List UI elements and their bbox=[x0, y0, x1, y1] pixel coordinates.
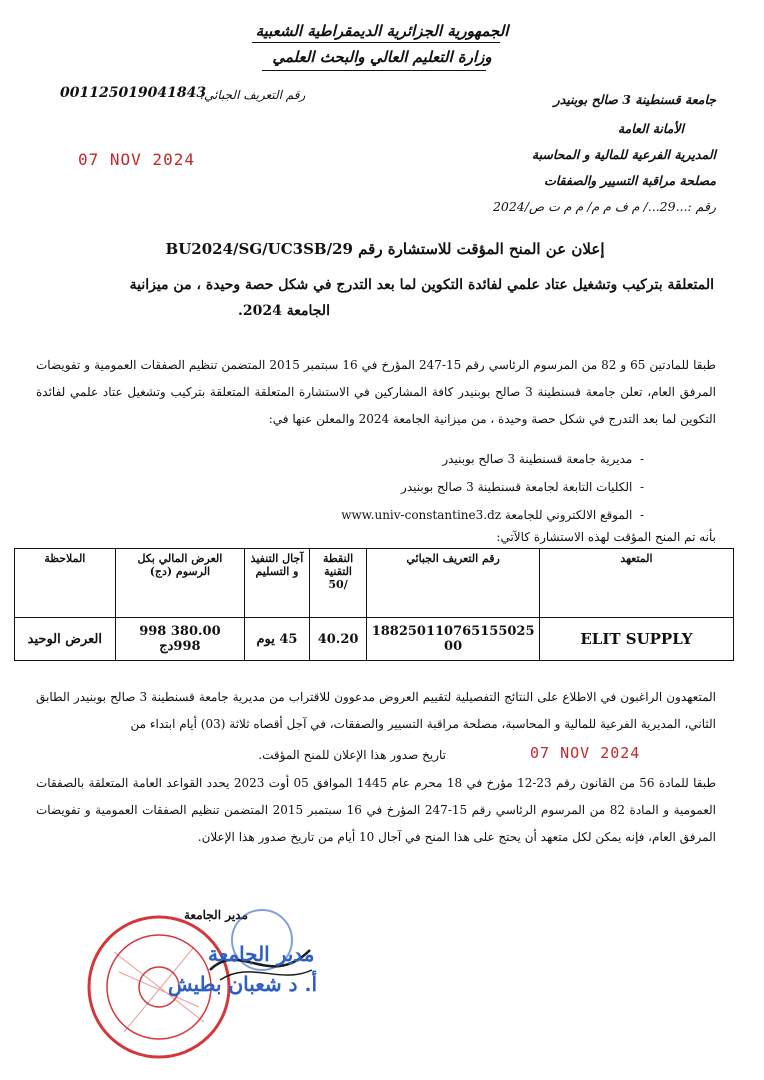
announcement-title: إعلان عن المنح المؤقت للاستشارة رقم BU2024/SG/UC3SB/29 bbox=[165, 240, 605, 258]
consultation-paragraph-end: تاريخ صدور هذا الإعلان للمنح المؤقت. bbox=[258, 748, 446, 762]
signature-role-handwritten: مدير الجامعة bbox=[208, 942, 315, 966]
publication-item-label: الكليات التابعة لجامعة قسنطينة 3 صالح بوبنيدر bbox=[401, 480, 633, 494]
table-header-row bbox=[15, 549, 734, 618]
bullet: - bbox=[632, 452, 644, 466]
cell-delivery-time: 45 يوم bbox=[245, 618, 310, 661]
col-header-remark: الملاحظة bbox=[15, 549, 116, 618]
cell-financial-offer: 380.00 998 998دج bbox=[115, 618, 244, 661]
signatory-title: مدير الجامعة bbox=[184, 908, 248, 922]
cell-tax-id: 188250110765155025​00 bbox=[367, 618, 540, 661]
tax-id-label: رقم التعريف الجبائي: bbox=[200, 88, 306, 102]
header-underline bbox=[252, 42, 500, 43]
subject-line-1: المتعلقة بتركيب وتشغيل عتاد علمي لفائدة التكوين لما بعد التدرج في شكل حصة وحيدة ، من ميزانية bbox=[129, 277, 714, 293]
date-stamp-inline: 07 NOV 2024 bbox=[530, 744, 641, 762]
publication-item bbox=[341, 508, 644, 522]
republic-heading: الجمهورية الجزائرية الديمقراطية الشعبية bbox=[255, 22, 509, 40]
university-name: جامعة قسنطينة 3 صالح بوبنيدر bbox=[553, 92, 716, 107]
reference-number: رقم :...29.../ م ف م م/ م م ت ص/2024 bbox=[492, 199, 716, 214]
award-table bbox=[14, 548, 734, 661]
col-header-delivery-time: آجال التنفيذ و التسليم bbox=[245, 549, 310, 618]
cell-bidder: ELIT SUPPLY bbox=[539, 618, 733, 661]
general-secretariat: الأمانة العامة bbox=[617, 121, 684, 136]
publication-item-label: مديرية جامعة قسنطينة 3 صالح بوبنيدر bbox=[442, 452, 633, 466]
bullet: - bbox=[632, 508, 644, 522]
ministry-heading: وزارة التعليم العالي والبحث العلمي bbox=[272, 48, 492, 66]
tax-id-value: 001125019041843 bbox=[60, 85, 207, 101]
control-service: مصلحة مراقبة التسيير والصفقات bbox=[543, 173, 716, 188]
appeal-paragraph: طبقا للمادة 56 من القانون رقم 23-12 مؤرخ في 18 محرم عام 1445 الموافق 05 أوت 2023 يحدد القواعد العامة المتعلقة بالصفقات العمومية و المادة 82 من المرسوم الرئاسي رقم 15-247 المؤرخ في 16 سبتمبر 2015 المتضمن تنظيم الصفقات العمومية و تفويضات المرفق العام، فإنه يمكن لكل متعهد أن يحتج على هذا المنح في آجال 10 أيام من تاريخ صدور هذا الإعلان. bbox=[36, 776, 717, 844]
table-row bbox=[15, 618, 734, 661]
table-intro: بأنه تم المنح المؤقت لهذه الاستشارة كالآتي: bbox=[496, 530, 716, 544]
publication-item-label: الموقع الالكتروني للجامعة www.univ-constantine3.dz bbox=[341, 508, 633, 522]
signature-name-handwritten: أ. د شعبان بطيش bbox=[168, 972, 318, 996]
intro-paragraph: طبقا للمادتين 65 و 82 من المرسوم الرئاسي رقم 15-247 المؤرخ في 16 سبتمبر 2015 المتضمن تنظيم الصفقات العمومية و تفويضات المرفق العام، تعلن جامعة قسنطينة 3 صالح بوبنيدر كافة المشاركين في الاستشارة المتعلقة المتعلقة بتركيب وتشغيل عتاد علمي لفائدة التكوين لما بعد التدرج في شكل حصة وحيدة ، من ميزانية الجامعة 2024 والمعلن عنها في: bbox=[36, 358, 716, 426]
col-header-financial-offer: العرض المالي بكل الرسوم (دج) bbox=[115, 549, 244, 618]
publication-item bbox=[401, 480, 644, 494]
subject-line-2: الجامعة 2024. bbox=[238, 303, 330, 319]
cell-remark: العرض الوحيد bbox=[15, 618, 116, 661]
publication-item bbox=[442, 452, 644, 466]
col-header-bidder: المتعهد bbox=[539, 549, 733, 618]
date-stamp-top: 07 NOV 2024 bbox=[78, 150, 195, 169]
col-header-tax-id: رقم التعريف الجبائي bbox=[367, 549, 540, 618]
col-header-technical-score: النقطة التقنية /50 bbox=[309, 549, 367, 618]
announcement-subject bbox=[34, 272, 714, 324]
consultation-paragraph: المتعهدون الراغبون في الاطلاع على النتائج التفصيلية لتقييم العروض مدعوون للاقتراب من مديرية جامعة قسنطينة 3 صالح بوبنيدر الطابق الثاني، المديرية الفرعية للمالية و المحاسبة، مصلحة مراقبة التسيير والصفقات، في آجل أقصاه ثلاثة (03) أيام ابتداء من bbox=[36, 690, 716, 731]
bullet: - bbox=[632, 480, 644, 494]
ministry-underline bbox=[262, 70, 486, 71]
finance-subdirectorate: المديرية الفرعية للمالية و المحاسبة bbox=[531, 147, 716, 162]
cell-technical-score: 40.20 bbox=[309, 618, 367, 661]
